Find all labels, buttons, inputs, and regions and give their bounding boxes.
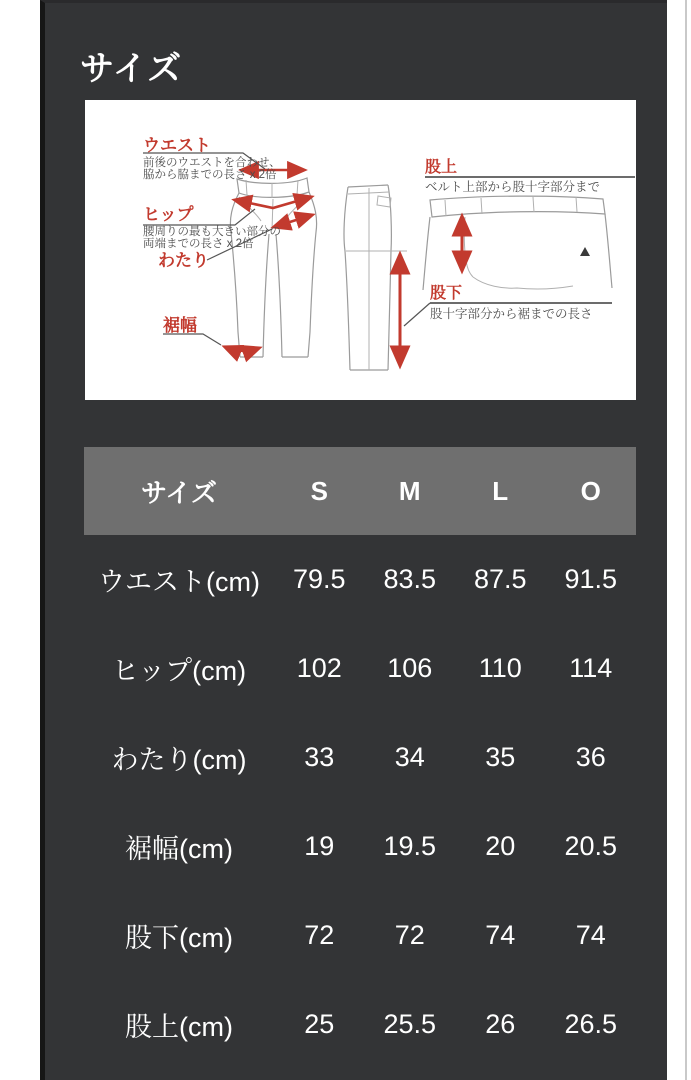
brand-triangle-mark (580, 247, 590, 256)
value-cell: 26 (485, 1009, 516, 1039)
value-cell: 102 (296, 653, 342, 683)
value-cell: 72 (394, 920, 425, 950)
table-row-hem-width (84, 802, 636, 891)
value-cell: 74 (575, 920, 606, 950)
value-cell: 110 (478, 653, 522, 683)
value-cell: 33 (304, 742, 335, 772)
header-cell-size: サイズ (141, 477, 217, 508)
value-cell: 91.5 (564, 564, 618, 594)
waist-label: ウエスト (143, 136, 211, 155)
value-cell: 19.5 (383, 831, 437, 861)
value-cell: 106 (387, 653, 433, 683)
table-row-rise (84, 980, 636, 1069)
header-cell-o: O (580, 475, 601, 506)
inseam-desc: 股十字部分から裾までの長さ (430, 307, 593, 321)
value-cell: 35 (485, 742, 516, 772)
rise-pants-drawing (423, 196, 612, 290)
row-label-cell: 股下(cm) (125, 923, 233, 953)
rise-desc: ベルト上部から股十字部分まで (425, 180, 601, 194)
row-label-cell: わたり(cm) (111, 745, 247, 775)
value-cell: 36 (575, 742, 606, 772)
thigh-label: わたり (158, 251, 209, 270)
size-table (84, 447, 636, 1069)
value-cell: 25.5 (383, 1009, 437, 1039)
value-cell: 74 (485, 920, 516, 950)
front-pants-drawing (230, 178, 316, 357)
rise-label: 股上 (425, 159, 458, 176)
row-label-cell: ヒップ(cm) (111, 656, 247, 686)
header-cell-s: S (310, 475, 328, 506)
value-cell: 26.5 (564, 1009, 618, 1039)
value-cell: 25 (304, 1009, 335, 1039)
waist-desc-line1: 前後のウエストを合わせ、 (143, 157, 281, 169)
header-cell-m: M (398, 475, 421, 506)
table-row-hip (84, 624, 636, 713)
page-title: サイズ (80, 50, 183, 88)
row-label-cell: 股上(cm) (125, 1012, 233, 1042)
hip-desc-line1: 腰周りの最も大きい部分の (143, 226, 281, 238)
table-row-thigh (84, 713, 636, 802)
waist-desc-line2: 脇から脇までの長さ x 2倍 (143, 169, 277, 181)
value-cell: 114 (569, 653, 613, 683)
size-table-header (84, 447, 636, 535)
row-label-cell: 裾幅(cm) (125, 834, 233, 864)
measurement-diagram (85, 100, 636, 400)
hip-desc-line2: 両端までの長さ x 2倍 (143, 238, 254, 250)
header-cell-l: L (492, 475, 509, 506)
value-cell: 20 (485, 831, 516, 861)
hip-label: ヒップ (143, 205, 194, 224)
value-cell: 34 (394, 742, 425, 772)
row-label-cell: ウエスト(cm) (98, 567, 260, 597)
measurement-arrows (225, 170, 462, 365)
value-cell: 72 (304, 920, 335, 950)
hem-width-label: 裾幅 (163, 316, 197, 335)
size-section-panel (40, 0, 667, 1080)
value-cell: 87.5 (473, 564, 527, 594)
value-cell: 83.5 (383, 564, 437, 594)
inseam-label: 股下 (430, 285, 463, 302)
value-cell: 20.5 (564, 831, 618, 861)
pants-diagram-svg (85, 100, 636, 400)
value-cell: 19 (304, 831, 335, 861)
table-row-inseam (84, 891, 636, 980)
value-cell: 79.5 (292, 564, 346, 594)
side-pants-drawing (344, 185, 407, 370)
scrollbar[interactable] (685, 0, 687, 1080)
table-row-waist (84, 535, 636, 624)
